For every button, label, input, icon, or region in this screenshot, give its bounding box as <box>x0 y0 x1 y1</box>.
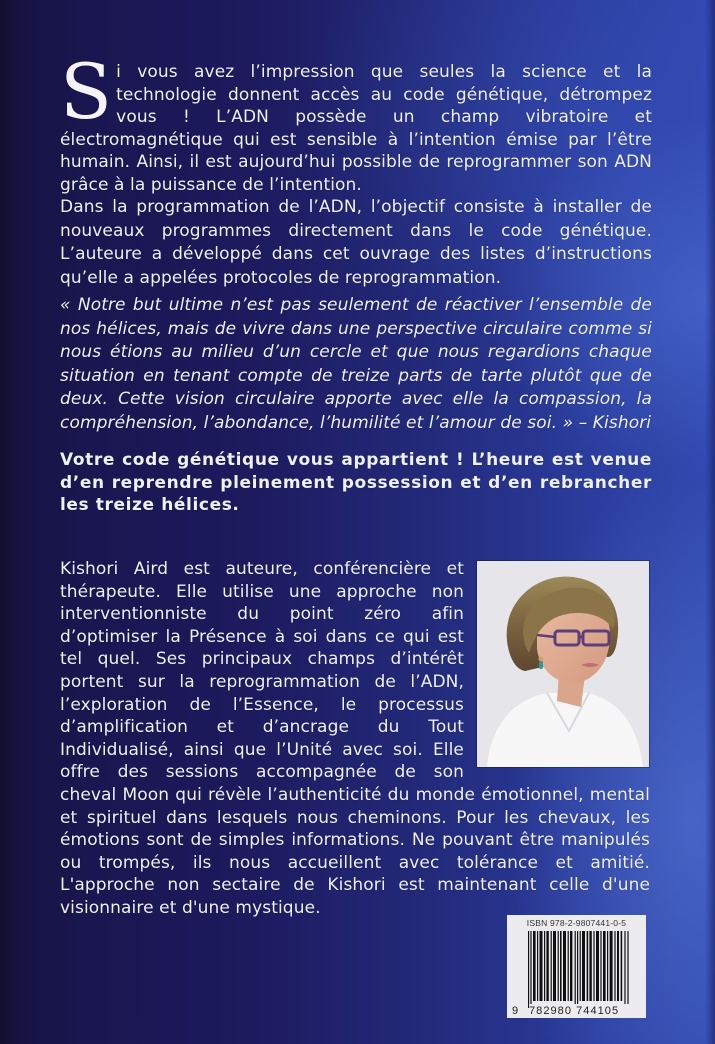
call-to-action-text: Votre code génétique vous appartient ! L’heure est venue d’en reprendre pleinement possession et d’en rebrancher les treize hélices. <box>60 450 652 516</box>
call-to-action <box>60 449 652 517</box>
description-text: Dans la programmation de l’ADN, l’objectif consiste à installer de nouveaux programmes directement dans le code génétique. L’auteure a développé dans cet ouvrage des listes d’instructions qu’elle a appelées protocoles de reprogrammation. <box>60 197 652 288</box>
author-portrait-icon <box>477 561 649 767</box>
isbn-label: ISBN 978-2-9807441-0-5 <box>526 918 627 928</box>
intro-text: i vous avez l’impression que seules la science et la technologie donnent accès au code génétique, détrompez vous ! L’ADN possède un champ vibratoire et électromagnétique qui est sensible à l’intention émise par l’être humain. Ainsi, il est aujourd’hui possible de reprogrammer son ADN grâce à la puissance de l’intention. <box>60 62 652 195</box>
author-bio-text: Kishori Aird est auteure, conférencière et thérapeute. Elle utilise une approche non interventionniste du point zéro afin d’optimiser la Présence à soi dans ce qui est tel quel. Ses principaux champs d’intérêt portent sur la reprogrammation de l’ADN, l’exploration de l’Essence, le processus d’amplification et d’ancrage du Tout Individualisé, ainsi que l’Unité avec soi. Elle offre des sessions accompagnée de son cheval Moon qui révèle l’authenticité du monde émotionnel, mental et spirituel dans lesquels nous cheminons. Pour les chevaux, les émotions sont de simples informations. Ne pouvant être manipulés ou trompés, ils nous accueillent avec tolérance et amitié. L'approche non sectaire de Kishori est maintenant celle d'une visionnaire et d'une mystique. <box>60 559 650 918</box>
author-photo <box>477 561 649 767</box>
spine-shadow-right <box>705 0 715 1044</box>
quote-text: « Notre but ultime n’est pas seulement de réactiver l’ensemble de nos hélices, mais de vivre dans une perspective circulaire comme si nous étions au milieu d’un cercle et que nous regardions chaque situation en tenant compte de treize parts de tarte plutôt que de deux. Cette vision circulaire apporte avec elle la compassion, la compréhension, l’abondance, l’humilité et l’amour de soi. » – Kishori <box>60 295 652 433</box>
intro-paragraph <box>60 47 652 197</box>
spine-shadow-left <box>0 0 18 1044</box>
ean-digits: 782980 744105 <box>529 1004 629 1017</box>
barcode-bars-icon <box>528 931 629 1008</box>
description-paragraph <box>60 196 652 290</box>
author-quote <box>60 294 652 436</box>
isbn-barcode <box>507 915 646 1018</box>
drop-cap: S <box>60 47 113 136</box>
ean-first-digit: 9 <box>512 1005 519 1017</box>
